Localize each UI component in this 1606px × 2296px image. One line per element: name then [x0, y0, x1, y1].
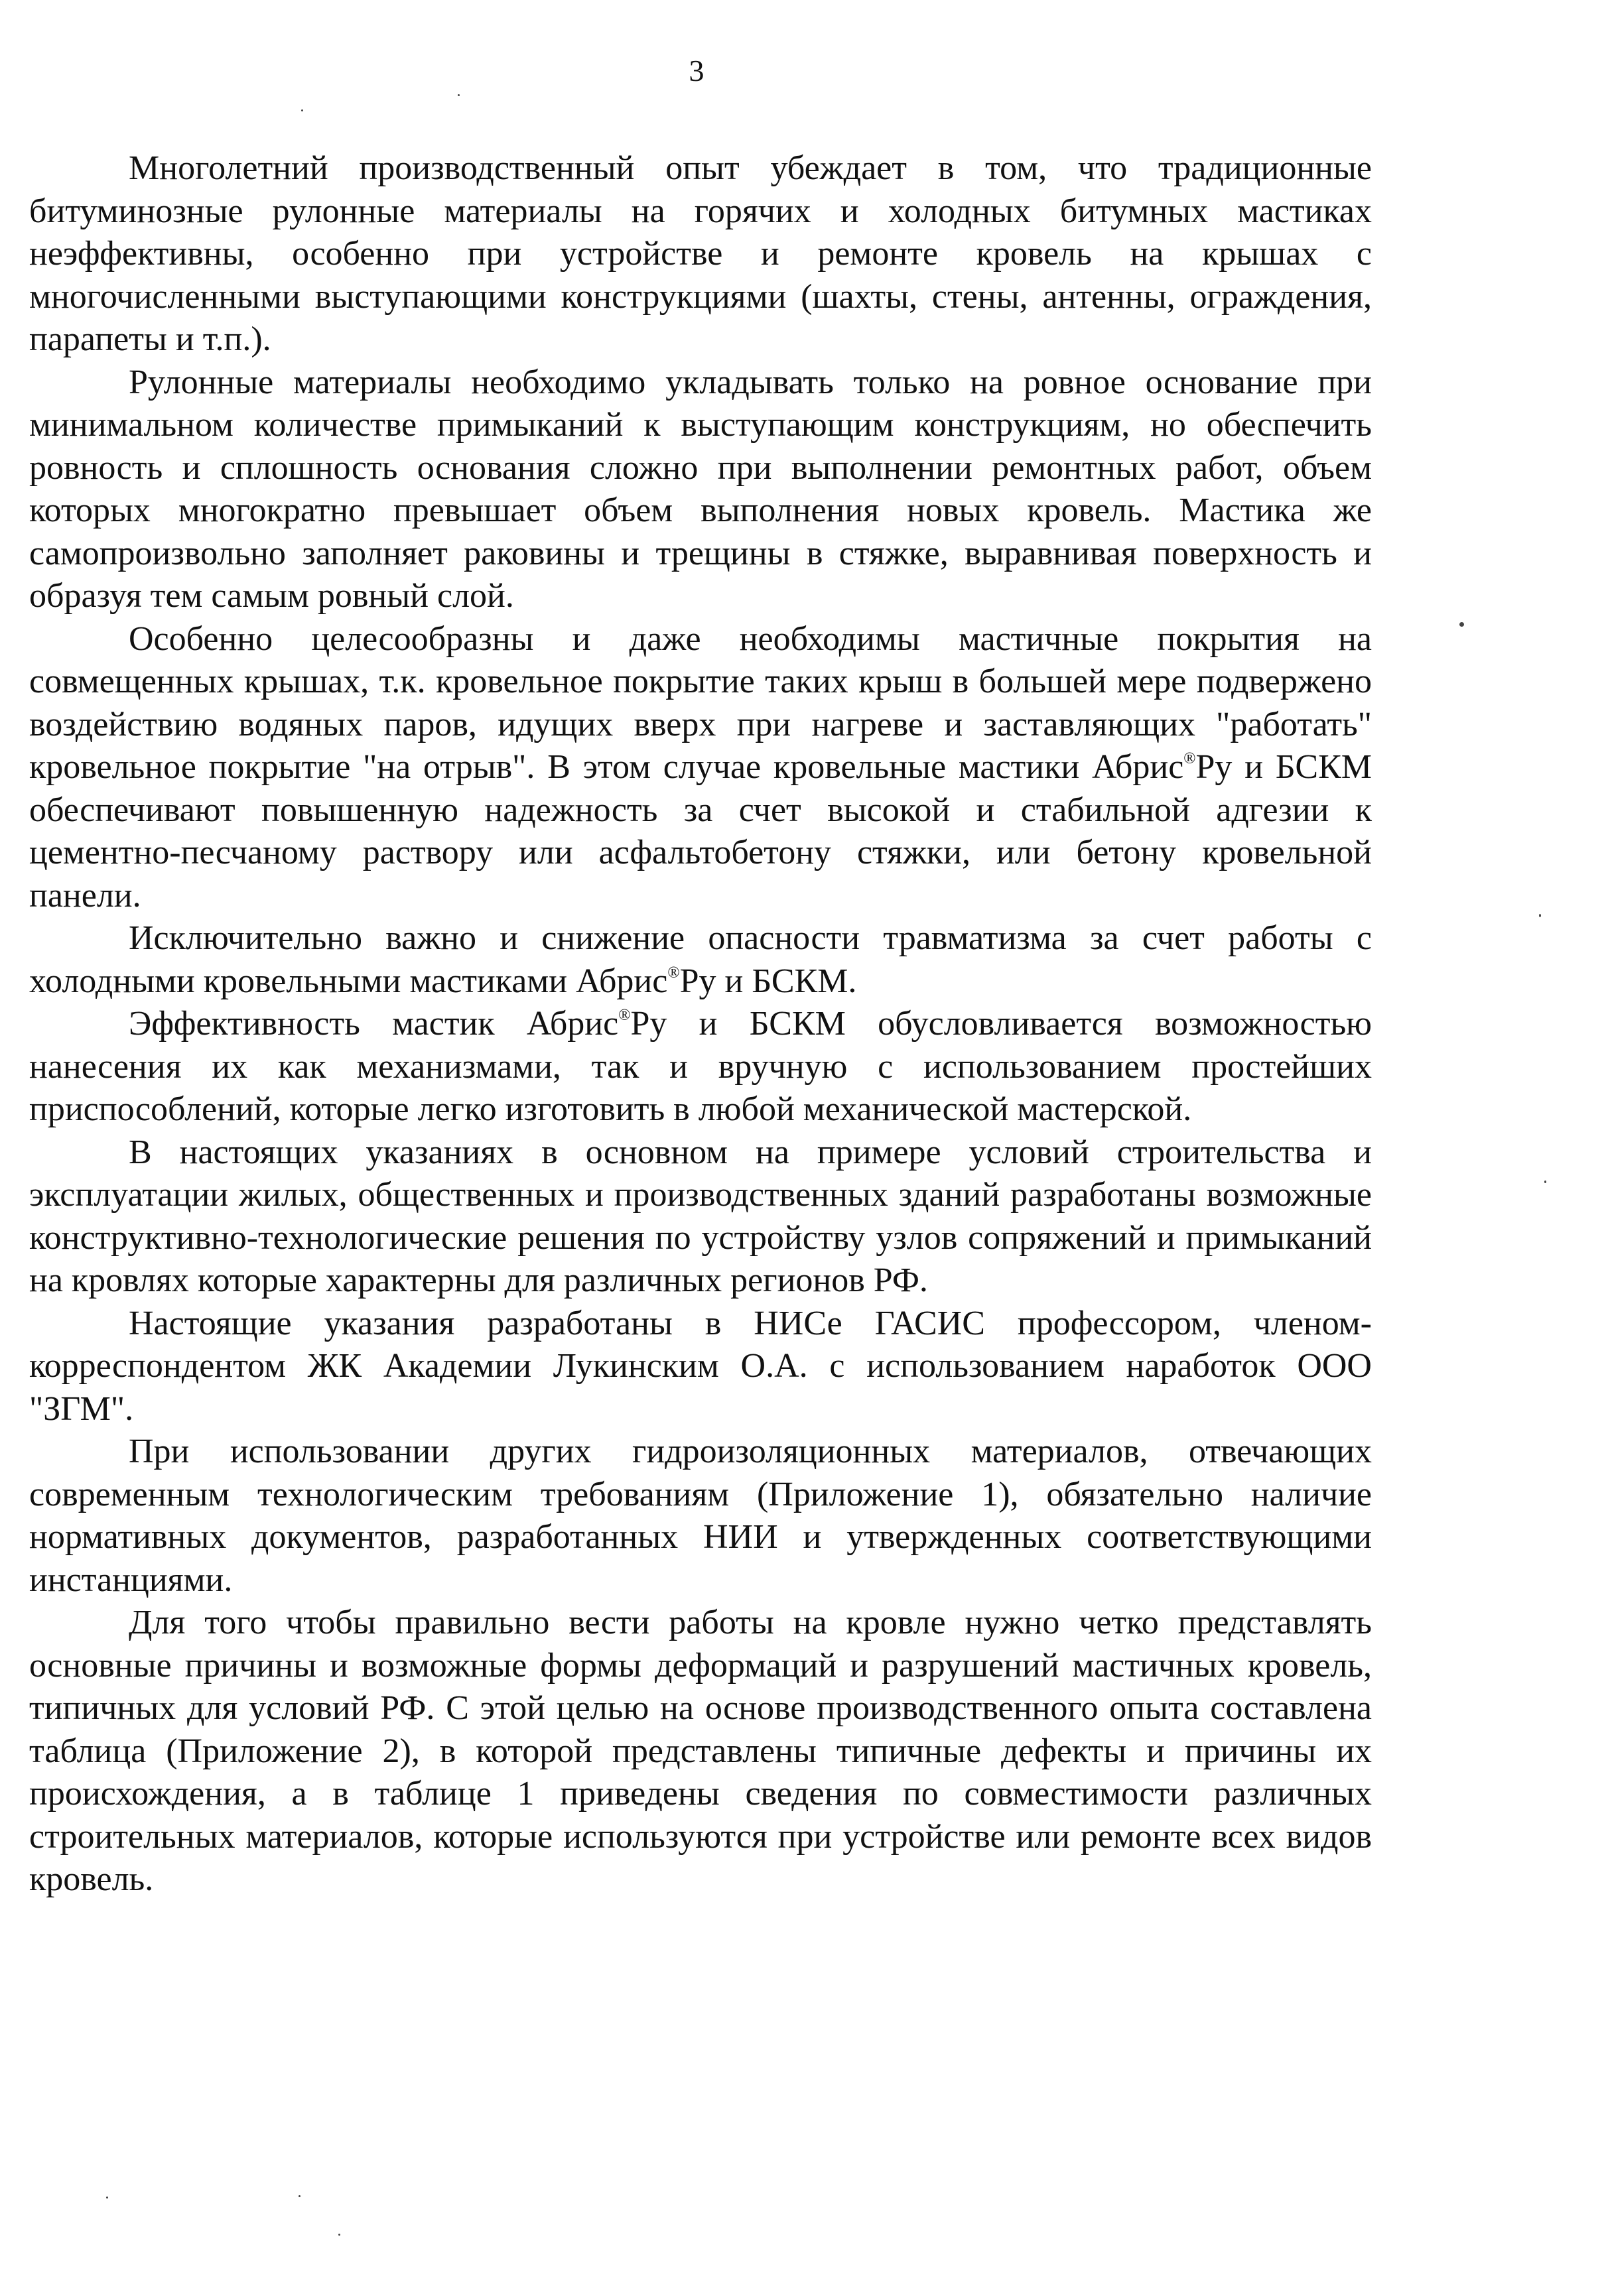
paragraph-5: [29, 1003, 1372, 1131]
scan-speck: [301, 109, 303, 111]
scan-speck: [106, 2197, 108, 2199]
paragraph-3-text-b: Ру и БСКМ обеспечивают повышенную надежность за счет высокой и стабильной адгезии к цементно-песчаному раствору или асфальтобетону стяжки, или бетону кровельной панели.: [29, 748, 1372, 915]
scan-speck: [1544, 1180, 1546, 1183]
scan-speck: [1539, 914, 1541, 917]
registered-mark: ®: [618, 1007, 631, 1024]
paragraph-4-text-a: Исключительно важно и снижение опасности травматизма за счет работы с холодными кровельными мастиками Абрис: [29, 919, 1372, 1000]
page-number: 3: [689, 54, 704, 88]
paragraph-4: [29, 917, 1372, 1003]
paragraph-3: [29, 618, 1372, 918]
paragraph-5-text-a: Эффективность мастик Абрис: [129, 1005, 619, 1043]
paragraph-6: В настоящих указаниях в основном на примере условий строительства и эксплуатации жилых, общественных и производственных зданий разработаны возможные конструктивно-технологические решения по устройству узлов сопряжений и примыканий на кровлях которые характерны для различных регионов РФ.: [29, 1133, 1372, 1299]
scan-speck: [299, 2195, 301, 2197]
paragraph-4-text-b: Ру и БСКМ.: [679, 962, 857, 1000]
paragraph-9: Для того чтобы правильно вести работы на кровле нужно четко представлять основные причины и возможные формы деформаций и разрушений мастичных кровель, типичных для условий РФ. С этой целью на основе производственного опыта составлена таблица (Приложение 2), в которой представлены типичные дефекты и причины их происхождения, а в таблице 1 приведены сведения по совместимости различных строительных материалов, которые используются при устройстве или ремонте всех видов кровель.: [29, 1604, 1372, 1898]
registered-mark: ®: [667, 964, 680, 982]
paragraph-2: Рулонные материалы необходимо укладывать только на ровное основание при минимальном количестве примыканий к выступающим конструкциям, но обеспечить ровность и сплошность основания сложно при выполнении ремонтных работ, объем которых многократно превышает объем выполнения новых кровель. Мастика же самопроизвольно заполняет раковины и трещины в стяжке, выравнивая поверхность и образуя тем самым ровный слой.: [29, 363, 1372, 615]
paragraph-1: Многолетний производственный опыт убеждает в том, что традиционные битуминозные рулонные материалы на горячих и холодных битумных мастиках неэффективны, особенно при устройстве и ремонте кровель на крышах с многочисленными выступающими конструкциями (шахты, стены, антенны, ограждения, парапеты и т.п.).: [29, 149, 1372, 358]
paragraph-3-text-a: Особенно целесообразны и даже необходимы мастичные покрытия на совмещенных крышах, т.к. кровельное покрытие таких крыш в большей мере подвержено воздействию водяных паров, идущих вверх при нагреве и заставляющих "работать" кровельное покрытие "на отрыв". В этом случае кровельные мастики Абрис: [29, 619, 1372, 786]
scan-speck: [458, 94, 460, 96]
scan-speck: [338, 2234, 340, 2236]
paragraph-7: Настоящие указания разработаны в НИСе ГАСИС профессором, членом-корреспондентом ЖК Академии Лукинским О.А. с использованием наработок ООО "ЗГМ".: [29, 1304, 1372, 1428]
document-body: [29, 147, 1372, 1901]
scan-speck: [1459, 622, 1464, 627]
paragraph-8: При использовании других гидроизоляционных материалов, отвечающих современным технологическим требованиям (Приложение 1), обязательно наличие нормативных документов, разработанных НИИ и утвержденных соответствующими инстанциями.: [29, 1433, 1372, 1599]
registered-mark: ®: [1183, 750, 1196, 767]
paragraph-5-text-b: Ру и БСКМ обусловливается возможностью нанесения их как механизмами, так и вручную с использованием простейших приспособлений, которые легко изготовить в любой механической мастерской.: [29, 1005, 1372, 1128]
